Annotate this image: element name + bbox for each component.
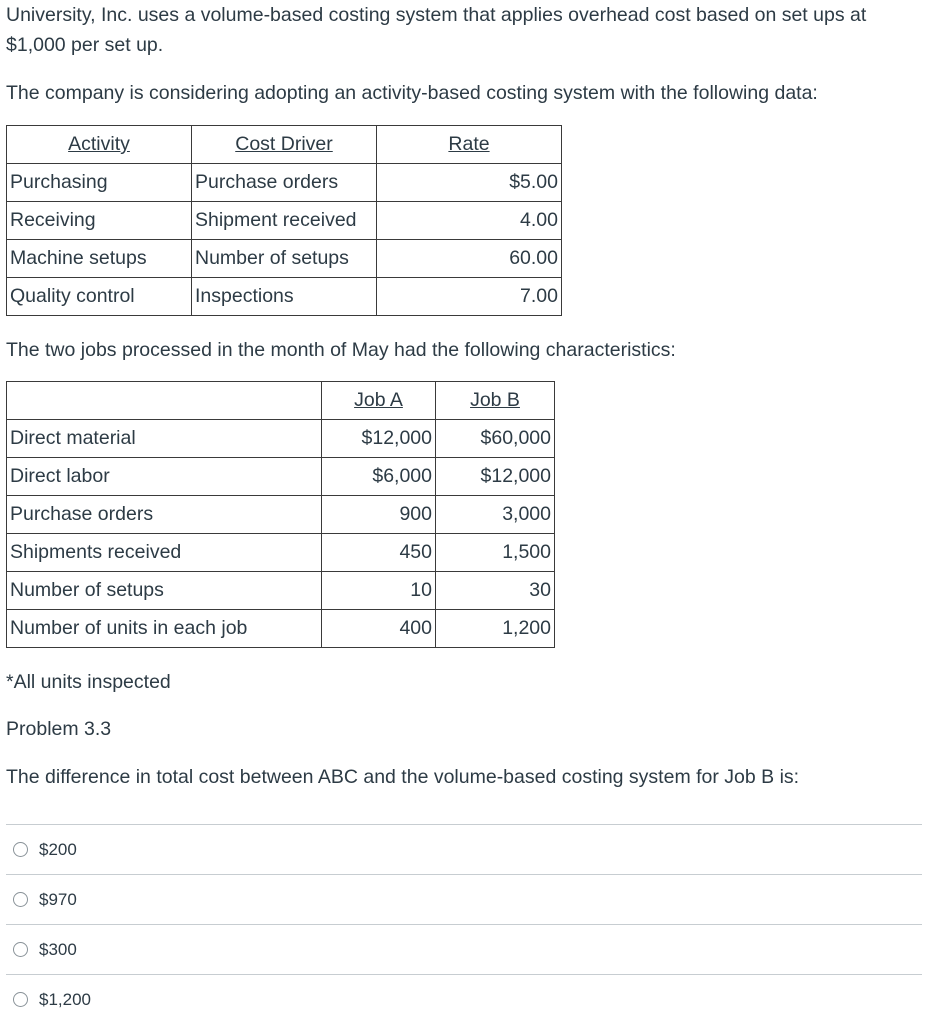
activity-cell: Receiving [7,202,192,240]
question-text: The difference in total cost between ABC and the volume-based costing system for Job B is: [6,766,800,788]
header-blank [7,382,322,420]
header-job-b: Job B [436,382,555,420]
job-a-value: 400 [322,610,436,648]
job-b-value: 30 [436,572,555,610]
job-a-value: $12,000 [322,420,436,458]
rate-cell: 7.00 [377,278,562,316]
rate-cell: 4.00 [377,202,562,240]
header-cost-driver: Cost Driver [192,126,377,164]
job-b-value: $12,000 [436,458,555,496]
answer-option[interactable] [6,925,922,975]
jobs-table-header [7,382,555,420]
option-label[interactable]: $1,200 [39,989,91,1009]
row-label: Purchase orders [7,496,322,534]
radio-button-icon[interactable] [13,842,28,857]
footnote: *All units inspected [6,671,171,693]
driver-cell: Inspections [192,278,377,316]
row-label: Direct material [7,420,322,458]
job-a-value: 10 [322,572,436,610]
job-a-value: 900 [322,496,436,534]
option-label[interactable]: $300 [39,939,77,959]
table-row [7,420,555,458]
abc-intro: The company is considering adopting an activity-based costing system with the following data: [6,82,818,104]
radio-button-icon[interactable] [13,892,28,907]
driver-cell: Purchase orders [192,164,377,202]
job-a-value: 450 [322,534,436,572]
table-row [7,610,555,648]
answer-option[interactable] [6,825,922,875]
jobs-table [6,381,555,648]
rate-cell: $5.00 [377,164,562,202]
table-row [7,278,562,316]
table-row [7,572,555,610]
header-activity: Activity [7,126,192,164]
activity-cell: Purchasing [7,164,192,202]
answer-option[interactable] [6,975,922,1024]
row-label: Shipments received [7,534,322,572]
activity-cell: Machine setups [7,240,192,278]
header-job-a: Job A [322,382,436,420]
table-row [7,458,555,496]
activity-table [6,125,562,316]
table-row [7,240,562,278]
header-rate: Rate [377,126,562,164]
rate-cell: 60.00 [377,240,562,278]
row-label: Number of setups [7,572,322,610]
row-label: Number of units in each job [7,610,322,648]
table-row [7,496,555,534]
option-label[interactable]: $200 [39,839,77,859]
driver-cell: Shipment received [192,202,377,240]
job-b-value: 3,000 [436,496,555,534]
radio-button-icon[interactable] [13,992,28,1007]
job-b-value: 1,500 [436,534,555,572]
activity-table-header [7,126,562,164]
row-label: Direct labor [7,458,322,496]
job-a-value: $6,000 [322,458,436,496]
table-row [7,164,562,202]
jobs-intro: The two jobs processed in the month of May had the following characteristics: [6,339,676,361]
driver-cell: Number of setups [192,240,377,278]
activity-cell: Quality control [7,278,192,316]
option-label[interactable]: $970 [39,889,77,909]
answer-option[interactable] [6,875,922,925]
problem-number: Problem 3.3 [6,718,112,740]
table-row [7,534,555,572]
table-row [7,202,562,240]
job-b-value: 1,200 [436,610,555,648]
job-b-value: $60,000 [436,420,555,458]
answer-options [6,824,922,1024]
problem-intro: University, Inc. uses a volume-based costing system that applies overhead cost based on set ups at $1,000 per set up. [6,4,867,56]
radio-button-icon[interactable] [13,942,28,957]
